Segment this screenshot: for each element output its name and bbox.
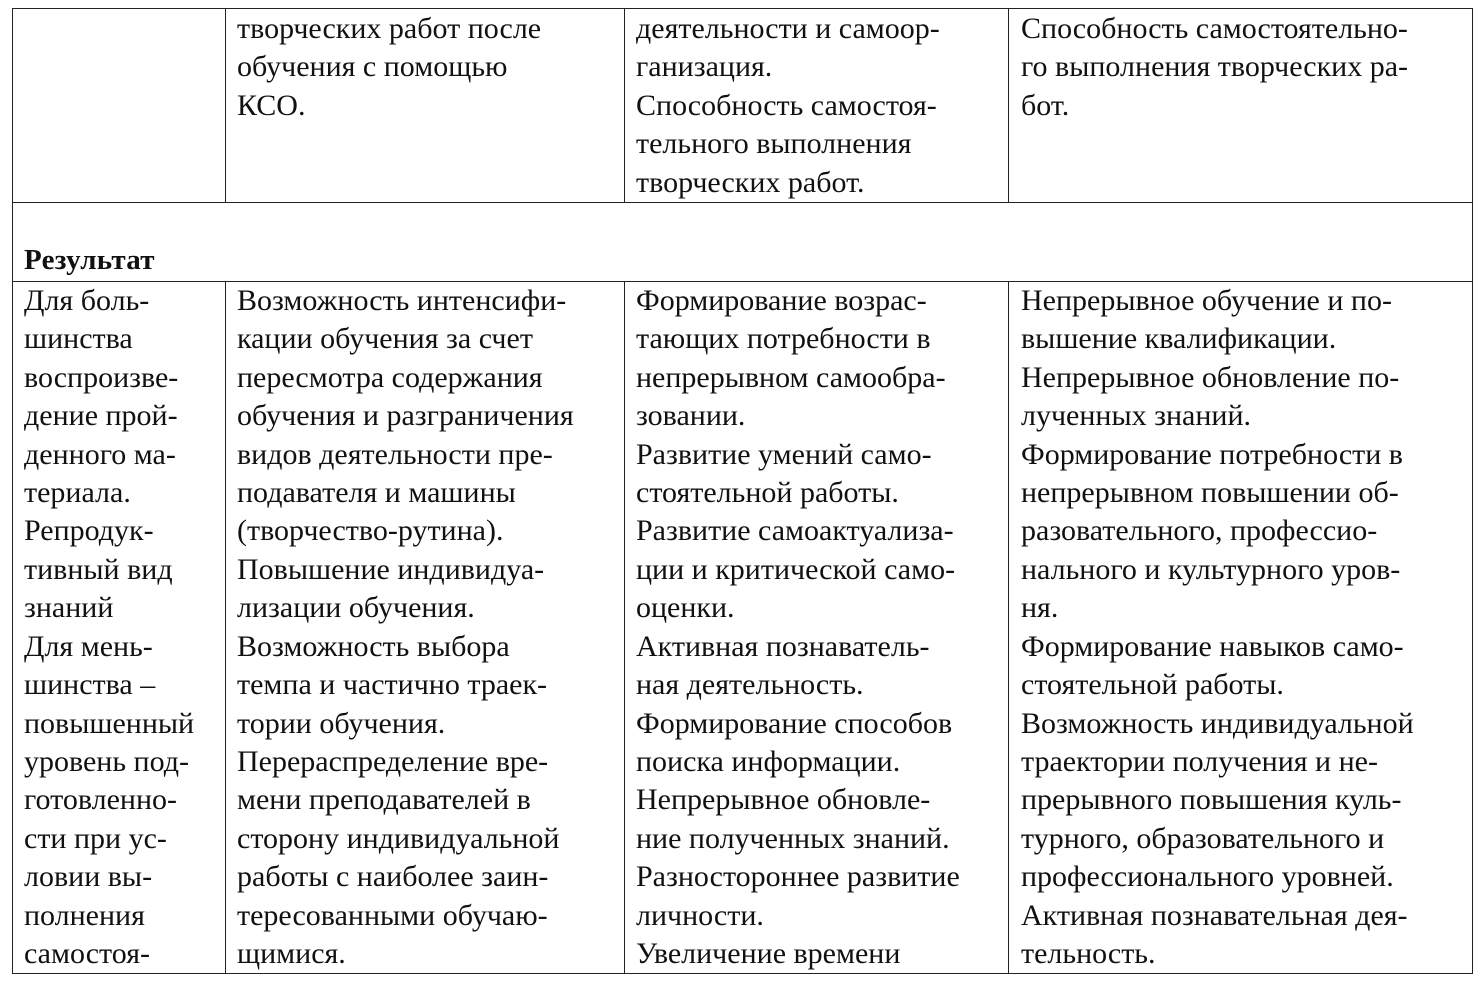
cell-line: личности.: [636, 898, 764, 932]
cell-line: непрерывном самообра-: [636, 360, 946, 394]
cell-line: кации обучения за счет: [237, 322, 533, 356]
cell-line: Формирование способов: [636, 706, 953, 740]
cell-line: КСО.: [237, 88, 306, 122]
cell-line: поиска информации.: [636, 744, 901, 778]
cell-line: нального и культурного уров-: [1021, 552, 1401, 586]
top-cell-col1: [13, 9, 226, 203]
cell-line: темпа и частично траек-: [237, 668, 548, 702]
cell-line: шинства: [24, 322, 133, 356]
cell-line: творческих работ.: [636, 165, 865, 199]
top-cell-col2: [226, 9, 625, 203]
cell-line: тивный вид: [24, 552, 173, 586]
cell-line: ловии вы-: [24, 860, 153, 894]
cell-line: вышение квалификации.: [1021, 322, 1337, 356]
cell-line: Непрерывное обучение и по-: [1021, 284, 1392, 318]
table-row-section-heading: [13, 203, 1473, 282]
cell-line: сторону индивидуальной: [237, 821, 560, 855]
section-heading: Результат: [24, 243, 155, 276]
cell-line: Формирование возрас-: [636, 284, 927, 318]
cell-line: Развитие умений само-: [636, 437, 932, 471]
cell-line: разовательного, профессио-: [1021, 514, 1378, 548]
cell-line: Репродук-: [24, 514, 154, 548]
cell-line: Разностороннее развитие: [636, 860, 960, 894]
cell-line: творческих работ после: [237, 12, 542, 45]
cell-line: зовании.: [636, 399, 746, 433]
cell-line: знаний: [24, 591, 114, 625]
cell-line: тельного выполнения: [636, 127, 912, 161]
top-cell-col3: [625, 9, 1009, 203]
cell-line: воспроизве-: [24, 360, 179, 394]
cell-line: го выполнения творческих ра-: [1021, 50, 1409, 84]
cell-line: ции и критической само-: [636, 552, 956, 586]
cell-line: готовленно-: [24, 783, 178, 817]
cell-line: стоятельной работы.: [636, 476, 899, 510]
cell-line: лученных знаний.: [1021, 399, 1252, 433]
cell-line: прерывного повышения куль-: [1021, 783, 1402, 817]
cell-line: (творчество-рутина).: [237, 514, 504, 548]
document-table: [12, 8, 1473, 974]
result-cell-col3: [625, 282, 1009, 974]
cell-line: ня.: [1021, 591, 1059, 625]
cell-line: полнения: [24, 898, 145, 932]
cell-line: лизации обучения.: [237, 591, 475, 625]
cell-line: обучения с помощью: [237, 50, 508, 84]
cell-line: ганизация.: [636, 50, 773, 84]
section-heading-cell: [13, 203, 1473, 282]
cell-line: ная деятельность.: [636, 668, 864, 702]
cell-line: тельность.: [1021, 936, 1156, 970]
cell-line: видов деятельности пре-: [237, 437, 553, 471]
cell-line: щимися.: [237, 936, 346, 970]
cell-line: тающих потребности в: [636, 322, 931, 356]
cell-line: траектории получения и не-: [1021, 744, 1378, 778]
cell-line: Развитие самоактуализа-: [636, 514, 954, 548]
cell-line: ние полученных знаний.: [636, 821, 950, 855]
cell-line: пересмотра содержания: [237, 360, 543, 394]
cell-line: Перераспределение вре-: [237, 744, 549, 778]
cell-line: денного ма-: [24, 437, 176, 471]
cell-line: Формирование навыков само-: [1021, 629, 1404, 663]
result-cell-col1: [13, 282, 226, 974]
cell-line: повышенный: [24, 706, 195, 740]
cell-line: Для мень-: [24, 629, 153, 663]
cell-line: Активная познаватель-: [636, 629, 930, 663]
cell-line: самостоя-: [24, 936, 150, 970]
cell-line: деятельности и самоор-: [636, 12, 940, 45]
cell-line: териала.: [24, 476, 131, 510]
cell-line: работы с наиболее заин-: [237, 860, 549, 894]
cell-line: турного, образовательного и: [1021, 821, 1385, 855]
result-cell-col2: [226, 282, 625, 974]
cell-line: профессионального уровней.: [1021, 860, 1394, 894]
cell-line: Непрерывное обновление по-: [1021, 360, 1400, 394]
cell-line: Способность самостоятельно-: [1021, 12, 1408, 45]
cell-line: Возможность интенсифи-: [237, 284, 567, 318]
cell-line: Возможность индивидуальной: [1021, 706, 1414, 740]
cell-line: Повышение индивидуа-: [237, 552, 545, 586]
cell-line: Формирование потребности в: [1021, 437, 1403, 471]
cell-line: бот.: [1021, 88, 1070, 122]
cell-line: Активная познавательная дея-: [1021, 898, 1408, 932]
cell-line: обучения и разграничения: [237, 399, 574, 433]
cell-line: тересованными обучаю-: [237, 898, 548, 932]
cell-line: дение прой-: [24, 399, 178, 433]
table-row-result: [13, 282, 1473, 974]
cell-line: стоятельной работы.: [1021, 668, 1284, 702]
cell-line: сти при ус-: [24, 821, 167, 855]
cell-line: Для боль-: [24, 284, 150, 318]
table-row-top: [13, 9, 1473, 203]
cell-line: Увеличение времени: [636, 936, 901, 970]
cell-line: мени преподавателей в: [237, 783, 531, 817]
cell-line: оценки.: [636, 591, 735, 625]
result-cell-col4: [1009, 282, 1473, 974]
cell-line: непрерывном повышении об-: [1021, 476, 1399, 510]
top-cell-col4: [1009, 9, 1473, 203]
cell-line: Непрерывное обновле-: [636, 783, 931, 817]
cell-line: шинства –: [24, 668, 156, 702]
cell-line: уровень под-: [24, 744, 189, 778]
cell-line: тории обучения.: [237, 706, 446, 740]
cell-line: Способность самостоя-: [636, 88, 937, 122]
cell-line: подавателя и машины: [237, 476, 516, 510]
cell-line: Возможность выбора: [237, 629, 510, 663]
